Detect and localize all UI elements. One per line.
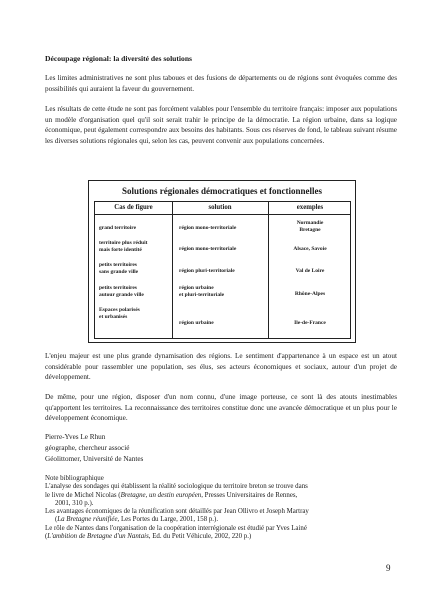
table-cell-solution: région pluri-territoriale <box>179 268 235 274</box>
table-cell-solution: région urbaine <box>179 320 214 326</box>
paragraph-enjeu: L'enjeu majeur est une plus grande dynamisation des régions. Le sentiment d'appartenance à un espace est un atout considérable pour rassembler une population, ses élus, ses acteurs économiques et sociaux, autour d'un projet de développement. <box>45 352 397 381</box>
note-line: L'analyse des sondages qui établissent la réalité sociologique du territoire breton se trouve dans <box>45 483 308 491</box>
page-number: 9 <box>386 563 391 573</box>
note-line: (L'ambition de Bretagne d'un Nantais, Ed. du Petit Véhicule, 2002, 220 p.) <box>45 533 252 541</box>
table-cell-cas: petits territoires autour grande ville <box>99 285 144 298</box>
solutions-table <box>88 180 356 343</box>
note-line: (La Bretagne réunifiée, Les Portes du Large, 2001, 158 p.). <box>55 516 219 524</box>
header-divider <box>95 214 350 215</box>
table-cell-solution: région mono-territoriale <box>179 246 237 252</box>
section-heading: Découpage régional: la diversité des solutions <box>45 54 193 63</box>
note-line: Le rôle de Nantes dans l'organisation de la coopération interrégionale est étudié par Yves Lainé <box>45 524 307 532</box>
table-cell-cas: grand territoire <box>99 225 137 231</box>
paragraph-territoires: De même, pour une région, disposer d'un nom connu, d'une image porteuse, ce sont là des atouts inestimables qu'apportent les territoires. La reconnaissance des territoires constitue donc une avancée démocratique et un plus pour le développement économique. <box>45 393 397 422</box>
note-line: Les avantages économiques de la réunification sont détaillés par Jean Ollivro et Joseph Martray <box>45 508 309 516</box>
table-cell-exemples: Rhône-Alpes <box>294 291 326 297</box>
table-cell-exemples: Normandie Bretagne <box>296 220 324 233</box>
table-cell-solution: région mono-territoriale <box>179 225 237 231</box>
table-cell-cas: Espaces polarisés et urbanisés <box>99 307 140 320</box>
column-header-cas: Cas de figure <box>114 204 153 211</box>
column-header-exemples: exemples <box>296 204 324 211</box>
author-affiliation: Géolittomer, Université de Nantes <box>45 455 144 463</box>
paragraph-intro: Les limites administratives ne sont plus taboues et des fusions de départements ou de régions sont évoquées comme des possibilités qui auraient la faveur du gouvernement. <box>45 74 397 93</box>
author-role: géographe, chercheur associé <box>45 444 130 452</box>
table-cell-exemples: Val de Loire <box>295 268 325 274</box>
paragraph-results: Les résultats de cette étude ne sont pas forcément valables pour l'ensemble du territoire français: imposer aux populations un modèle d'organisation quel qu'il soit serait trahir le principe de la démocratie. La région urbaine, dans sa logique économique, peut également correspondre aux besoins des habitants. Sous ces réserves de fond, le tableau suivant résume les diverses solutions régionales qui, selon les cas, peuvent convenir aux populations concernées. <box>45 105 397 145</box>
column-header-solution: solution <box>208 204 232 211</box>
table-grid <box>94 201 351 339</box>
column-divider <box>172 202 173 338</box>
bibliographic-note <box>45 475 405 541</box>
author-name: Pierre-Yves Le Rhun <box>45 433 106 441</box>
table-cell-cas: petits territoires sans grande ville <box>99 262 139 275</box>
table-title: Solutions régionales démocratiques et fonctionnelles <box>122 186 322 196</box>
note-title: Note bibliographique <box>45 475 104 482</box>
note-line: le livre de Michel Nicolas (Bretagne, un destin européen, Presses Universitaires de Rennes, <box>45 491 298 499</box>
table-cell-exemples: Alsace, Savoie <box>293 246 327 252</box>
table-cell-cas: territoire plus réduit mais forte identité <box>99 240 148 253</box>
note-line: 2001, 310 p.). <box>55 499 94 507</box>
table-cell-exemples: Ile-de-France <box>294 320 326 326</box>
table-cell-solution: région urbaine et pluri-territoriale <box>179 285 225 298</box>
